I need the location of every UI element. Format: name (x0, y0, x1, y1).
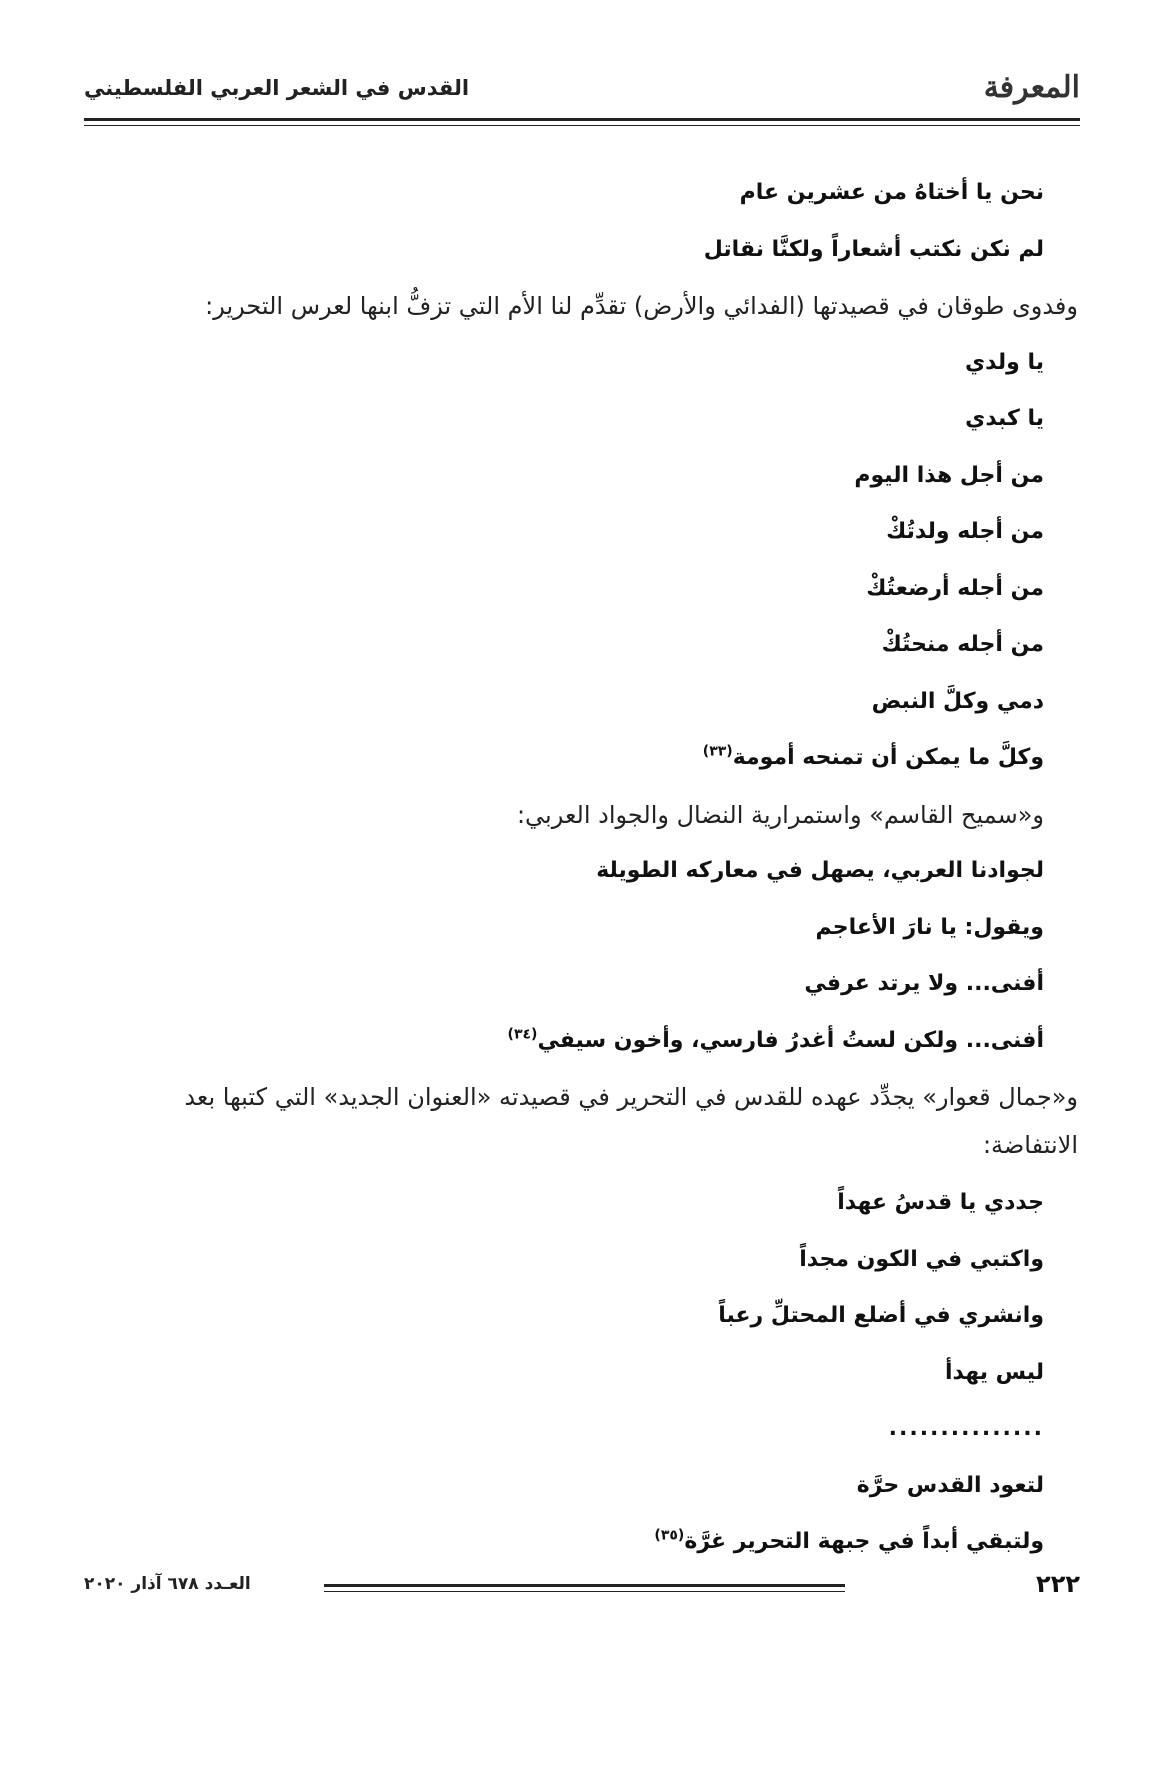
prose-line: و«سميح القاسم» واستمرارية النضال والجواد العربي: (516, 800, 1044, 829)
verse-line: وكلَّ ما يمكن أن تمنحه أمومة$^{(٣٣)}$ (702, 743, 1044, 770)
verse-line: من أجله منحتُكْ (881, 632, 1044, 657)
running-title: القدس في الشعر العربي الفلسطيني (84, 76, 470, 100)
page-body (84, 165, 1078, 1571)
verse-line: أفنى... ولا يرتد عرفي (804, 971, 1044, 996)
verse-line: دمي وكلَّ النبض (871, 688, 1044, 714)
page-number: ٢٢٢ (1036, 1570, 1080, 1598)
ellipsis-separator: ............... (888, 1416, 1044, 1441)
verse-line: نحن يا أختاهُ من عشرين عام (739, 180, 1044, 205)
verse-line: وانشري في أضلع المحتلِّ رعباً (718, 1303, 1044, 1328)
magazine-logo: المعرفة (983, 70, 1080, 105)
verse-line: جددي يا قدسُ عهداً (837, 1190, 1044, 1215)
page-header (84, 66, 1080, 121)
prose-paragraph: و«جمال قعوار» يجدِّد عهده للقدس في التحرير في قصيدته «العنوان الجديد» التي كتبها بعد الانتفاضة: (184, 1083, 1078, 1159)
verse-line: لتعود القدس حرَّة (856, 1472, 1044, 1498)
verse-line: من أجله أرضعتُكْ (866, 575, 1044, 601)
verse-line: من أجل هذا اليوم (854, 462, 1044, 488)
prose-line: وفدوى طوقان في قصيدتها (الفدائي والأرض) تقدِّم لنا الأم التي تزفُّ ابنها لعرس التحرير: (205, 292, 1078, 320)
verse-line: أفنى... ولكن لستُ أغدرُ فارسي، وأخون سيفي$^{(٣٤)}$ (507, 1026, 1044, 1053)
verse-line: ليس يهدأ (944, 1359, 1044, 1385)
verse-line: ولتبقي أبداً في جبهة التحرير غرَّة$^{(٣٥)}$ (654, 1527, 1044, 1554)
footnote-marker: (٣٣) (702, 743, 733, 760)
page-footer (84, 1570, 1080, 1610)
verse-line: واكتبي في الكون مجداً (799, 1246, 1044, 1272)
verse-line: يا ولدي (965, 349, 1044, 375)
footer-rule (324, 1584, 845, 1587)
verse-line: يا كبدي (965, 406, 1044, 431)
footnote-marker: (٣٥) (654, 1527, 685, 1544)
verse-line: ويقول: يا نارَ الأعاجم (815, 914, 1044, 940)
verse-line: لم نكن نكتب أشعاراً ولكنَّا نقاتل (703, 236, 1044, 262)
verse-line: لجوادنا العربي، يصهل في معاركه الطويلة (596, 858, 1044, 883)
issue-info: العـدد ٦٧٨ آذار ٢٠٢٠ (84, 1574, 251, 1594)
footnote-marker: (٣٤) (507, 1026, 538, 1043)
verse-line: من أجله ولدتُكْ (886, 519, 1044, 544)
